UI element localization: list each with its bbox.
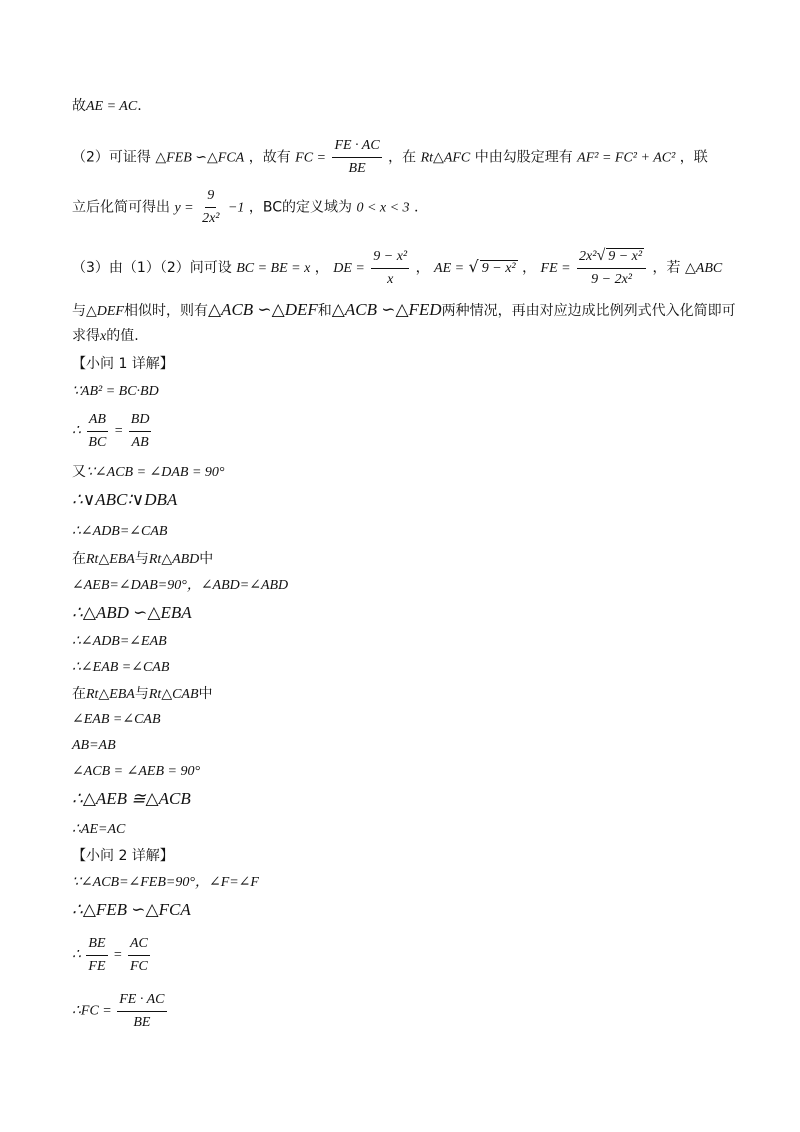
part2-y-lhs: y = [174, 200, 194, 216]
q1-step6-a: 在 [72, 551, 86, 567]
q1-step5: ∴∠ADB=∠CAB [72, 524, 168, 539]
q2-step3-den1: FE [88, 959, 106, 974]
q2-step3-equals: = [113, 947, 123, 963]
q1-heading: 【小问 1 详解】 [72, 356, 174, 372]
q1-step14: ∠ACB = ∠AEB = 90° [72, 764, 201, 779]
part3-ae-lhs: AE = [434, 261, 465, 276]
q1-step6-b: Rt△EBA [86, 552, 135, 567]
part3-fe-numerator-coef: 2x² [579, 249, 597, 264]
q1-step2-den1: BC [88, 435, 107, 450]
sqrt-symbol-icon: √ [468, 257, 479, 276]
part3-line2-a: 与 [72, 303, 86, 319]
q2-step4-denominator: BE [133, 1015, 151, 1030]
part2-text4: ，联 [679, 149, 708, 166]
q1-step6 [72, 549, 213, 570]
intro-statement: AE = AC [86, 99, 138, 114]
part3-fe-denominator: 9 − 2x² [591, 272, 632, 287]
part3-line2-c: 和 [317, 303, 332, 319]
part2-y-fraction [200, 186, 221, 229]
part3-label: （3）由（1）（2）问可设 [72, 260, 232, 276]
part3-sep2: ， [415, 260, 430, 276]
part2-fc-numerator: FE · AC [332, 136, 381, 158]
q1-step2-equals: = [113, 423, 124, 439]
q1-step3 [72, 462, 225, 483]
part3-text1: ，若 [652, 260, 681, 276]
q1-step16: ∴AE=AC [72, 822, 126, 837]
part2-line2 [72, 186, 418, 229]
part3-line3-a: 求得 [72, 328, 100, 344]
part3-def: △DEF [86, 304, 124, 319]
part2-right-triangle: Rt△AFC [420, 150, 471, 166]
part2-text3: 中由勾股定理有 [474, 149, 573, 166]
part2-text1: ，故有 [248, 149, 291, 166]
q2-step3-num1: BE [86, 934, 107, 956]
q1-step2-den2: AB [131, 435, 149, 450]
q2-step3-den2: FC [129, 959, 148, 974]
part3-line3-b: 的值. [106, 328, 139, 344]
part2-line2-text1: 立后化简可得出 [72, 199, 170, 216]
q2-step4-numerator: FE · AC [117, 990, 166, 1012]
q1-step1: ∵AB² = BC·BD [72, 384, 159, 399]
part2-y-rest: −1 [227, 200, 245, 216]
q2-step3-fraction1 [86, 934, 107, 977]
q1-step10: ∴∠EAB =∠CAB [72, 660, 170, 675]
q1-step8: ∴△ABD ∽△EBA [72, 603, 192, 622]
part3-de-fraction [371, 247, 409, 290]
part2-pythagoras: AF² = FC² + AC² [577, 150, 676, 166]
part2-fc-fraction [332, 136, 381, 179]
part2-line1 [72, 136, 708, 179]
q2-heading: 【小问 2 详解】 [72, 848, 174, 864]
part2-line2-text2: ，BC的定义域为 [248, 199, 352, 216]
part2-similarity: △FEB ∽△FCA [155, 150, 245, 166]
part3-line1 [72, 246, 722, 290]
intro-prefix: 故 [72, 98, 86, 114]
part3-ae-radicand: 9 − x² [481, 261, 516, 276]
part3-line2-b: 相似时，则有 [123, 303, 208, 319]
part2-end: . [414, 199, 419, 216]
q1-step11-a: 在 [72, 686, 86, 702]
q1-step2-num1: AB [87, 410, 108, 432]
q1-step4: ∴∨ABC∶∨DBA [72, 490, 178, 509]
part2-y-numerator: 9 [205, 186, 216, 208]
q1-step11-e: 中 [198, 686, 213, 702]
q1-step3-expr: ∵∠ACB = ∠DAB = 90° [86, 465, 225, 480]
intro-end: . [137, 98, 142, 114]
part3-fe-numerator-radicand: 9 − x² [608, 249, 643, 264]
intro-line [72, 96, 142, 117]
q1-step2 [72, 410, 153, 453]
q1-step7: ∠AEB=∠DAB=90°，∠ABD=∠ABD [72, 578, 289, 593]
q1-step13: AB=AB [72, 738, 116, 753]
part3-de-denominator: x [387, 271, 394, 287]
q1-step2-fraction2 [129, 410, 152, 453]
part3-line2 [72, 300, 736, 322]
part2-y-denominator: 2x² [202, 211, 220, 226]
q1-step12: ∠EAB =∠CAB [72, 712, 161, 727]
q2-step3 [72, 934, 152, 977]
q1-step2-num2: BD [129, 410, 152, 432]
q1-step9: ∴∠ADB=∠EAB [72, 634, 167, 649]
q1-step3-prefix: 又 [72, 464, 86, 480]
part2-fc-denominator: BE [348, 161, 366, 176]
part3-de-numerator: 9 − x² [371, 247, 409, 269]
q1-step11-c: 与 [134, 686, 149, 702]
part3-fe-fraction [577, 246, 646, 290]
part3-case2: △ACB ∽△FED [331, 300, 442, 319]
part3-fe-numerator [577, 246, 646, 269]
q2-step3-fraction2 [128, 934, 150, 977]
part2-fc-lhs: FC = [295, 150, 326, 166]
sqrt-symbol-icon: √ [596, 247, 606, 264]
part3-sep3: ， [522, 260, 537, 276]
part3-line3-x: x [100, 329, 107, 344]
q2-step2: ∴△FEB ∽△FCA [72, 900, 191, 919]
q1-step2-prefix: ∴ [72, 423, 81, 439]
q1-step6-c: 与 [134, 551, 149, 567]
part3-abc: △ABC [685, 261, 723, 276]
part2-label: （2）可证得 [72, 149, 151, 166]
part3-bc: BC = BE = x [236, 261, 311, 276]
q1-step15: ∴△AEB ≅△ACB [72, 789, 191, 808]
q2-step3-prefix: ∴ [72, 947, 81, 963]
q2-step4-fraction [117, 990, 166, 1033]
q1-step11-b: Rt△EBA [86, 687, 135, 702]
q2-step1: ∵∠ACB=∠FEB=90°，∠F=∠F [72, 875, 259, 890]
part2-text2: ，在 [388, 149, 417, 166]
q2-step4 [72, 990, 169, 1033]
part3-sep1: ， [314, 260, 329, 276]
q2-step3-num2: AC [128, 934, 150, 956]
q1-step11 [72, 684, 213, 705]
q1-step6-d: Rt△ABD [148, 552, 200, 567]
part3-line2-d: 两种情况，再由对应边成比例列式代入化简即可 [441, 303, 736, 319]
q1-step11-d: Rt△CAB [148, 687, 199, 702]
q1-step2-fraction1 [86, 410, 108, 453]
part3-case1: △ACB ∽△DEF [207, 300, 318, 319]
q1-step6-e: 中 [199, 551, 214, 567]
part2-domain: 0 < x < 3 [356, 200, 410, 216]
q2-step4-prefix: ∴FC = [72, 1003, 112, 1019]
part3-fe-lhs: FE = [540, 261, 571, 276]
part3-de-lhs: DE = [333, 261, 365, 276]
part3-line3 [72, 326, 139, 347]
